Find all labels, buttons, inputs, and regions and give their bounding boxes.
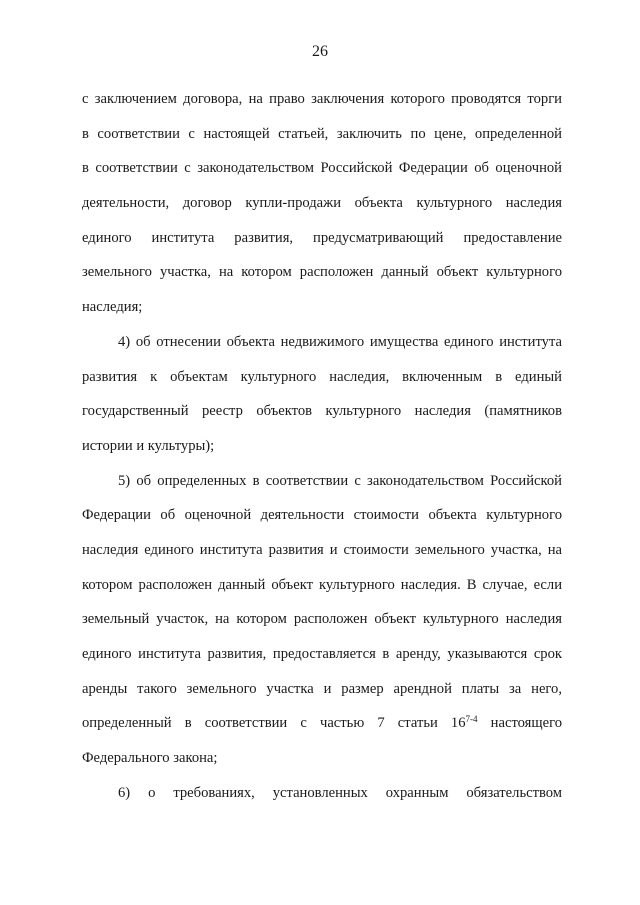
text-line: 5) об определенных в соответствии с законодательством Российской xyxy=(118,472,562,489)
text-line-part: настоящего xyxy=(477,715,562,732)
text-line: единого института развития, предусматривающий предоставление xyxy=(82,229,562,246)
text-line: наследия единого института развития и стоимости земельного участка, на xyxy=(82,541,562,558)
text-line: наследия; xyxy=(82,299,143,316)
text-line: котором расположен данный объект культурного наследия. В случае, если xyxy=(82,576,562,593)
text-line: деятельности, договор купли-продажи объекта культурного наследия xyxy=(82,195,562,212)
text-line: с заключением договора, на право заключения которого проводятся торги xyxy=(82,91,562,107)
text-line: государственный реестр объектов культурного наследия (памятников xyxy=(82,403,562,420)
text-line: в соответствии с настоящей статьей, заключить по цене, определенной xyxy=(82,125,562,142)
paragraph-lines xyxy=(82,82,562,706)
text-line: 4) об отнесении объекта недвижимого имущества единого института xyxy=(118,333,562,350)
text-line xyxy=(82,706,562,741)
text-line: земельного участка, на котором расположен данный объект культурного xyxy=(82,264,562,281)
page-number: 26 xyxy=(312,43,328,60)
superscript: 7-4 xyxy=(465,714,478,725)
text-line: аренды такого земельного участка и размер арендной платы за него, xyxy=(82,680,562,697)
text-line: Федерации об оценочной деятельности стоимости объекта культурного xyxy=(82,507,562,524)
text-line: единого института развития, предоставляется в аренду, указываются срок xyxy=(82,646,562,662)
text-line-part: определенный в соответствии с частью 7 статьи 16 xyxy=(82,715,466,732)
document-body xyxy=(82,82,562,810)
text-line: в соответствии с законодательством Российской Федерации об оценочной xyxy=(82,160,562,177)
text-line: развития к объектам культурного наследия, включенным в единый xyxy=(82,368,562,385)
text-line: истории и культуры); xyxy=(82,437,215,454)
text-line: Федерального закона; xyxy=(82,750,218,767)
text-line: земельный участок, на котором расположен объект культурного наследия xyxy=(82,611,562,628)
text-line: 6) о требованиях, установленных охранным обязательством xyxy=(118,784,562,801)
